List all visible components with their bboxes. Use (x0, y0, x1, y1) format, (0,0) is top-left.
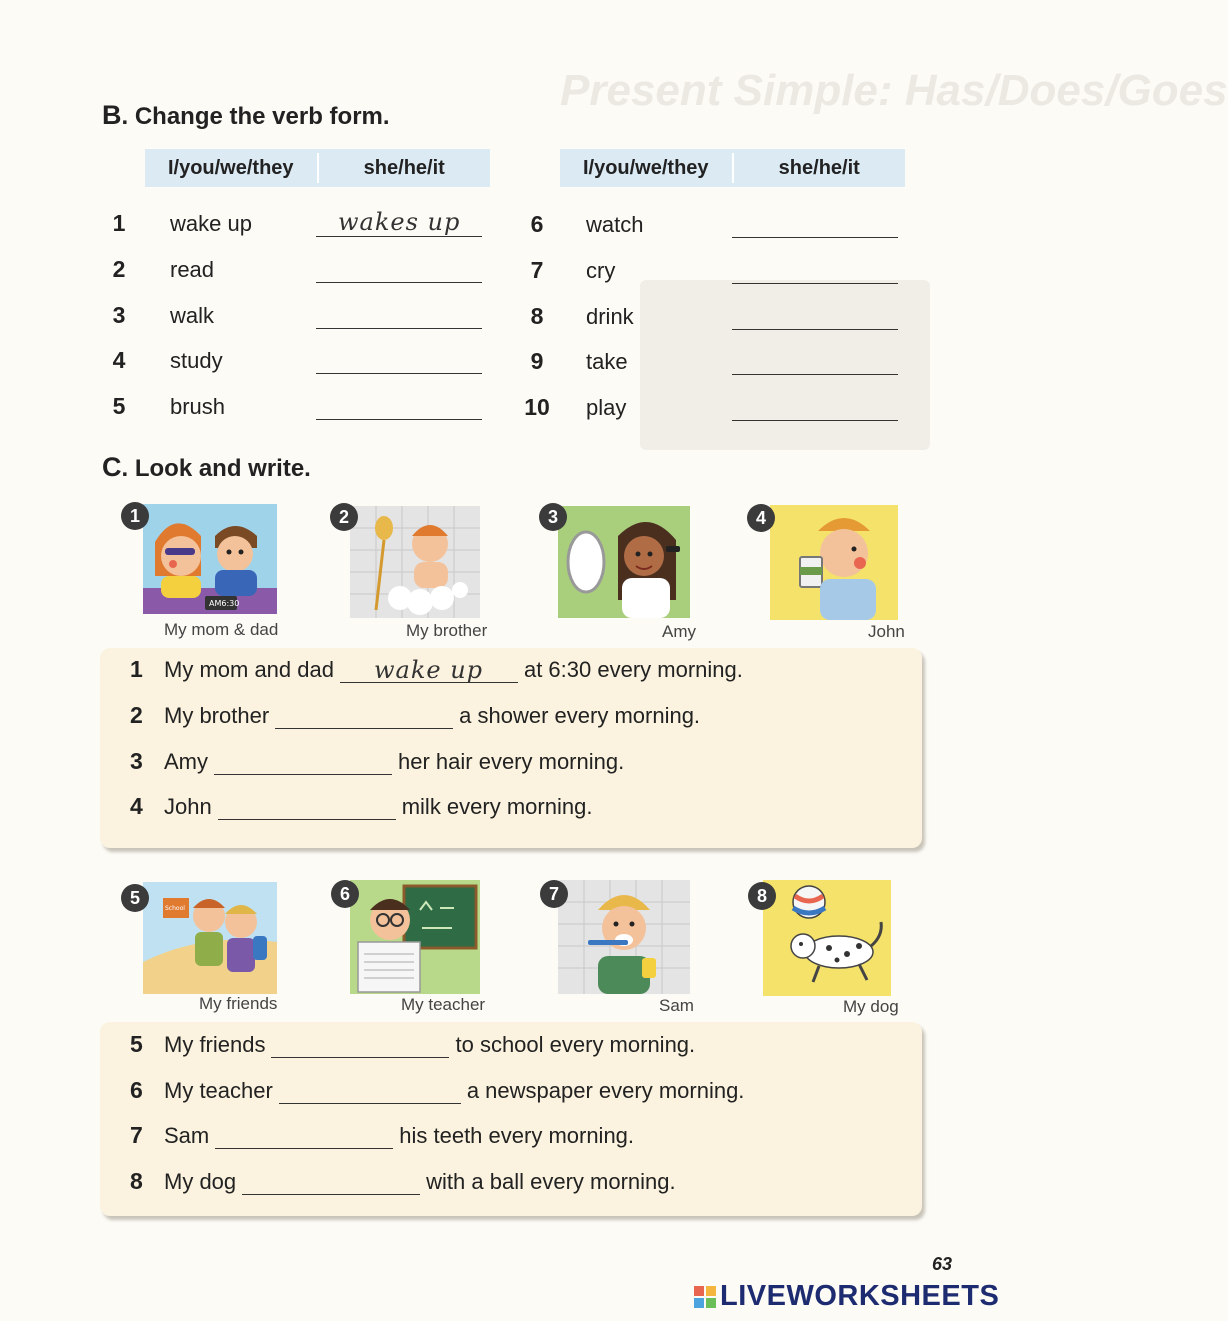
liveworksheets-logo: LIVEWORKSHEETS (694, 1280, 999, 1313)
picture-caption: My brother (406, 621, 488, 640)
logo-icon (694, 1286, 716, 1308)
sentence: 1 My mom and dad wake up at 6:30 every morning. (130, 656, 743, 684)
answer-field[interactable] (732, 301, 898, 330)
sentence: 4 John milk every morning. (130, 793, 593, 819)
picture-caption: My teacher (401, 995, 486, 1014)
picture-number-badge: 5 (121, 884, 149, 912)
answer-field[interactable] (316, 391, 482, 420)
picture-caption: My dog (843, 997, 899, 1016)
picture-caption: Amy (662, 622, 696, 641)
verb-row: 9 take (514, 335, 898, 375)
answer-field[interactable] (242, 1168, 420, 1195)
background-title: Present Simple: Has/Does/Goes (560, 66, 1228, 115)
dog-playing-ball-picture (763, 880, 891, 996)
verb-row: 4 study (96, 334, 482, 374)
section-c-title: C. Look and write. (102, 452, 311, 482)
brushing-teeth-picture (558, 880, 690, 994)
verb-row: 1 wake up wakes up (96, 197, 482, 237)
sentence: 7 Sam his teeth every morning. (130, 1122, 635, 1148)
sentence: 5 My friends to school every morning. (130, 1031, 696, 1057)
answer-field[interactable] (215, 1122, 393, 1149)
sentence: 3 Amy her hair every morning. (130, 748, 625, 774)
answer-field[interactable] (271, 1031, 449, 1058)
answer-field[interactable] (732, 255, 898, 284)
answer-field[interactable] (279, 1077, 461, 1104)
picture-number-badge: 2 (330, 503, 358, 531)
picture-caption: My mom & dad (164, 620, 279, 639)
picture-number-badge: 6 (331, 880, 359, 908)
section-b-title: B. Change the verb form. (102, 100, 390, 130)
table-left-header (145, 149, 490, 187)
answer-field[interactable] (214, 748, 392, 775)
alarm-clock-label: AM6:30 (209, 599, 240, 608)
answer-field[interactable] (218, 793, 396, 820)
header-singular: she/he/it (778, 156, 860, 179)
header-singular: she/he/it (363, 156, 445, 179)
answer-field[interactable]: wakes up (316, 208, 482, 237)
verb-row: 6 watch (514, 198, 898, 238)
verb-row: 2 read (96, 243, 482, 283)
answer-field[interactable] (275, 702, 453, 729)
page-number: 63 (932, 1254, 953, 1274)
sentence: 2 My brother a shower every morning. (130, 702, 701, 728)
picture-caption: My friends (199, 994, 278, 1013)
brushing-hair-picture (558, 506, 690, 618)
answer-field[interactable] (316, 254, 482, 283)
picture-number-badge: 3 (539, 503, 567, 531)
reading-newspaper-picture (350, 880, 480, 994)
verb-row: 5 brush (96, 380, 482, 420)
answer-field[interactable] (732, 346, 898, 375)
picture-number-badge: 1 (121, 502, 149, 530)
verb-row: 3 walk (96, 289, 482, 329)
answer-field[interactable] (732, 209, 898, 238)
answer-field[interactable] (316, 300, 482, 329)
header-plural: I/you/we/they (167, 156, 294, 179)
sentence: 8 My dog with a ball every morning. (130, 1168, 676, 1194)
table-right-header (560, 149, 905, 187)
picture-number-badge: 8 (748, 882, 776, 910)
shower-picture (350, 506, 480, 618)
sleepy-parents-picture (143, 504, 277, 614)
picture-caption: Sam (659, 996, 694, 1015)
verb-row: 7 cry (514, 244, 898, 284)
sentence: 6 My teacher a newspaper every morning. (130, 1077, 745, 1103)
header-plural: I/you/we/they (582, 156, 709, 179)
walking-to-school-picture (143, 882, 277, 994)
picture-number-badge: 7 (540, 880, 568, 908)
verb-row: 10 play (514, 381, 898, 421)
picture-caption: John (868, 622, 905, 641)
answer-field[interactable] (732, 392, 898, 421)
drinking-milk-picture (770, 505, 898, 620)
answer-field[interactable]: wake up (340, 656, 518, 683)
school-sign-label: School (165, 905, 185, 912)
picture-number-badge: 4 (747, 504, 775, 532)
answer-field[interactable] (316, 345, 482, 374)
verb-row: 8 drink (514, 290, 898, 330)
